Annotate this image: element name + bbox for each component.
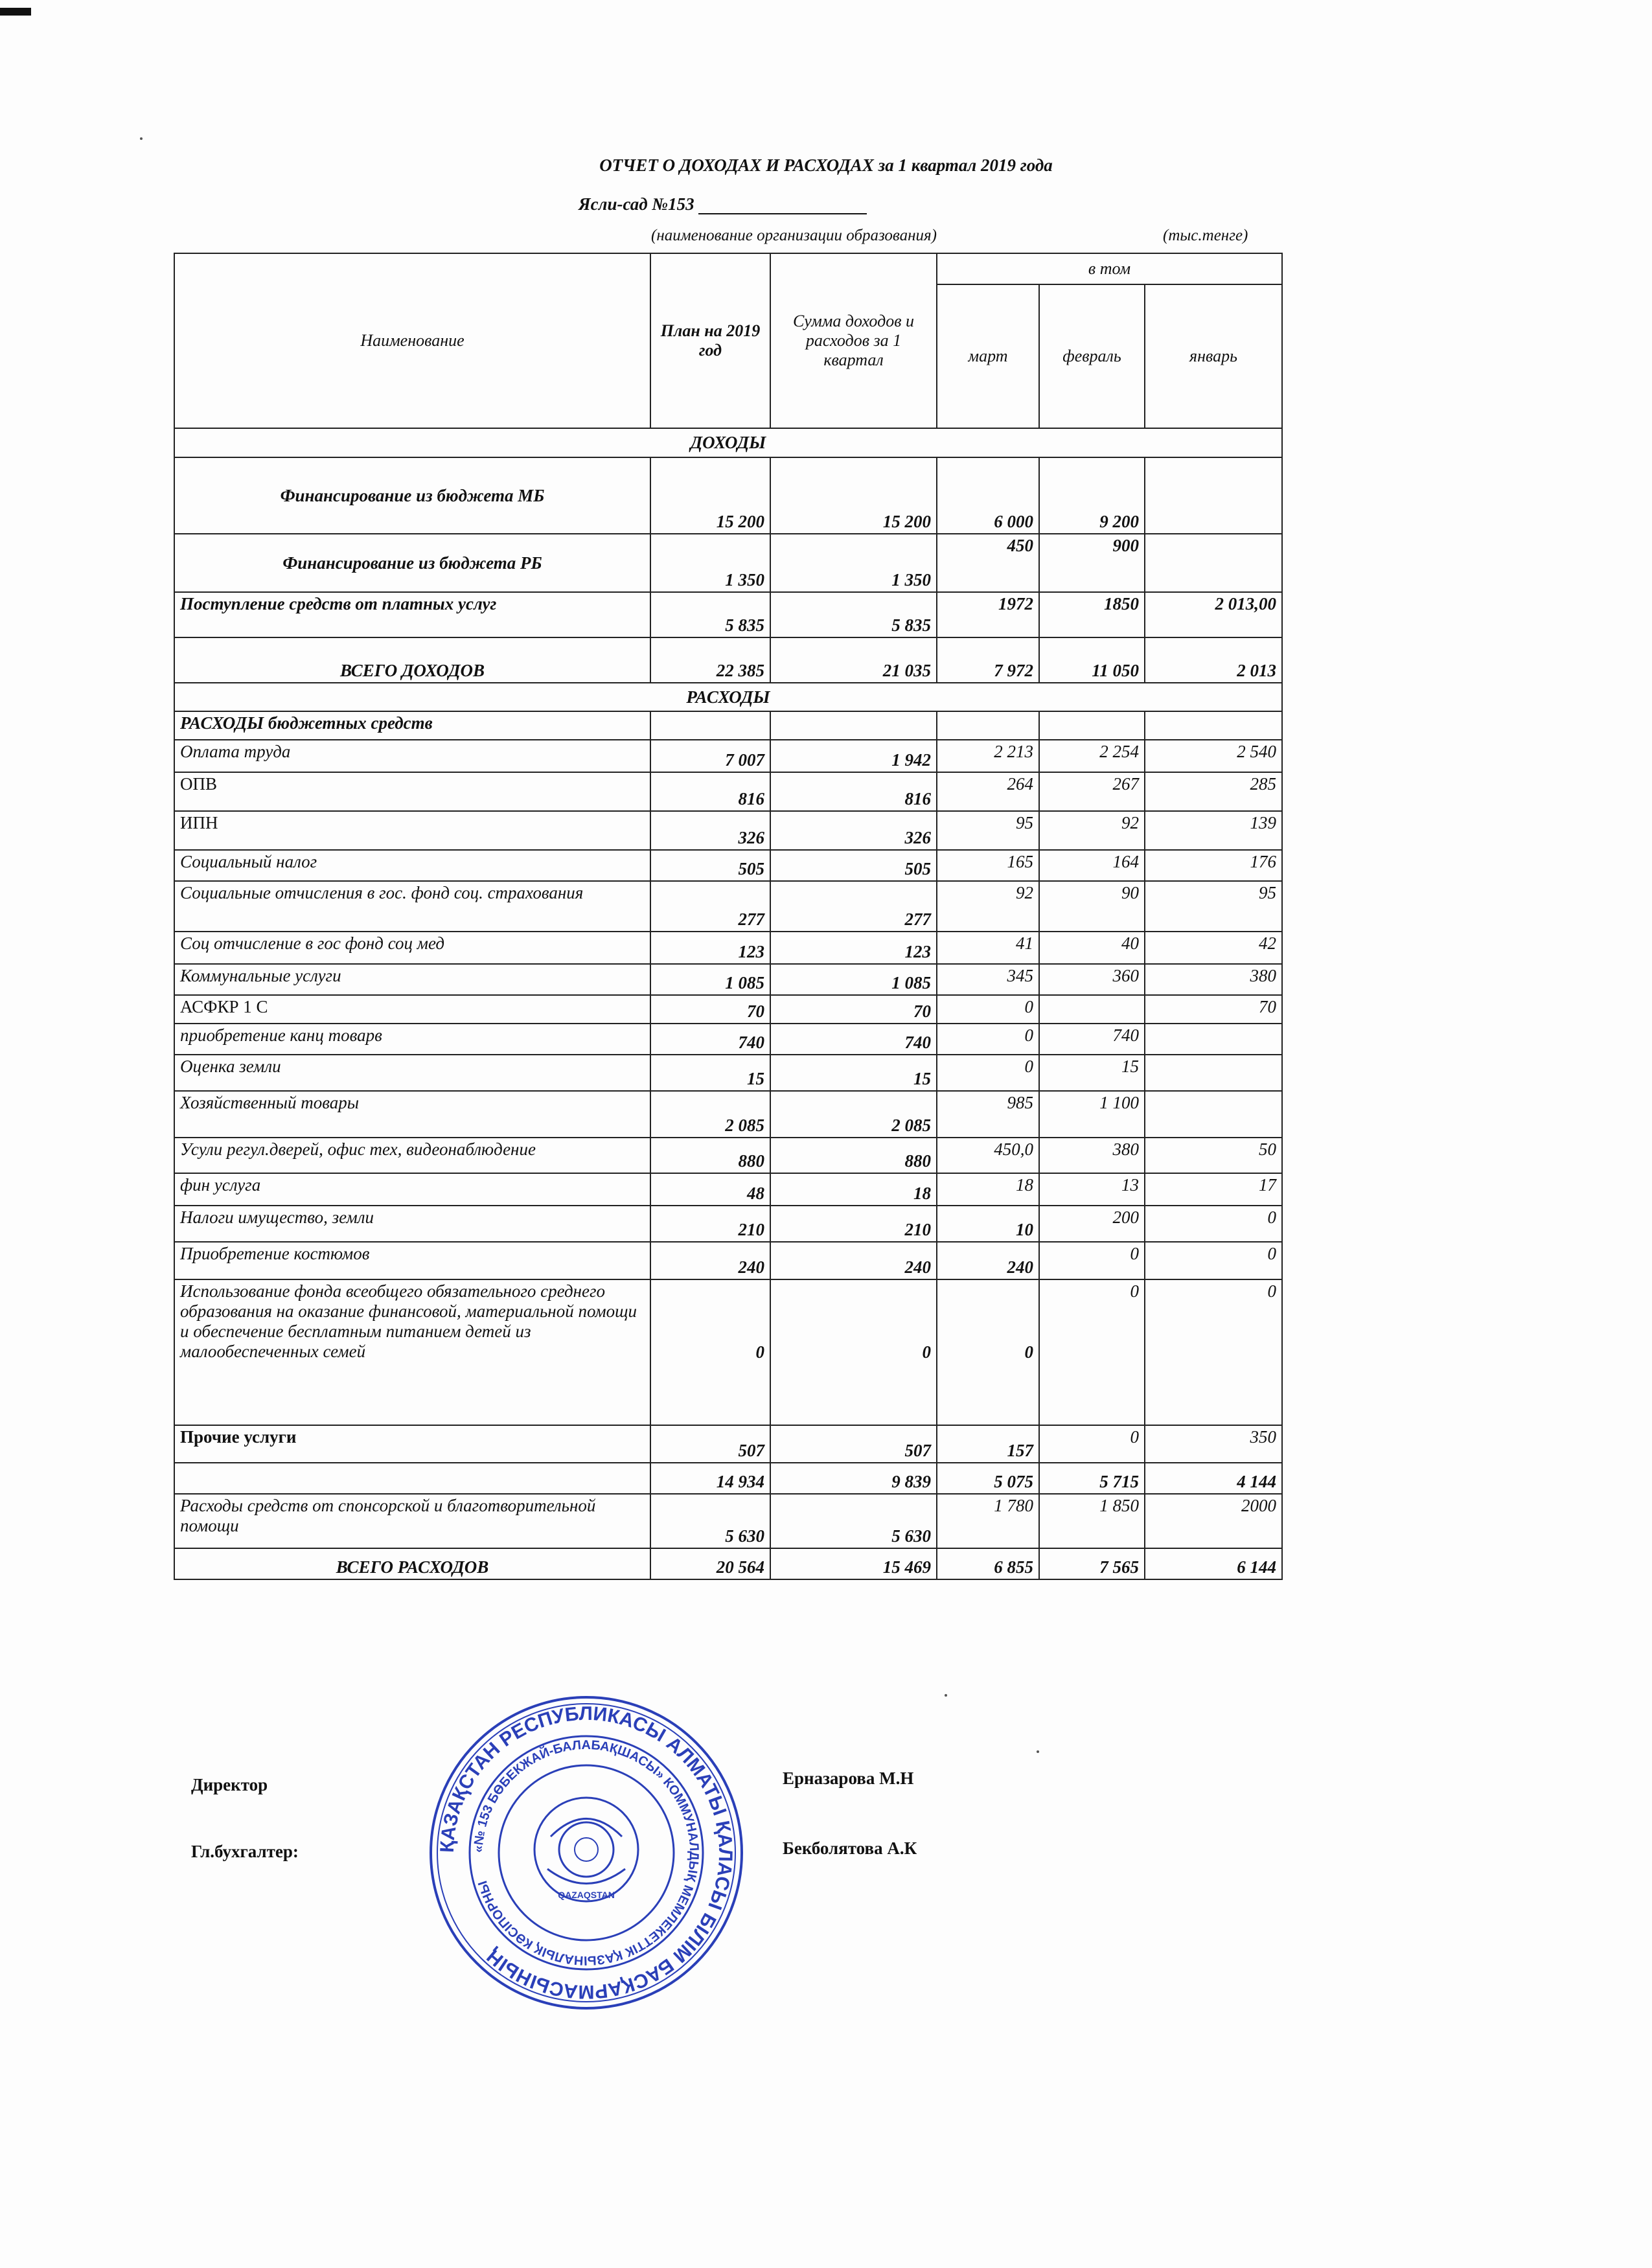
sponsor-row-month-2: 1 850 — [1039, 1494, 1145, 1548]
expense-row-sum: 210 — [770, 1206, 937, 1242]
expense-row-plan: 740 — [650, 1024, 770, 1055]
expense-row-sum: 123 — [770, 932, 937, 964]
expense-row-month-3: 2 540 — [1145, 740, 1282, 772]
expense-row-month-2: 15 — [1039, 1055, 1145, 1091]
expense-row-label: Соц отчисление в гос фонд соц мед — [174, 932, 650, 964]
expense-row-month-3: 176 — [1145, 850, 1282, 881]
header-month-2: февраль — [1039, 284, 1145, 428]
expense-row-label: Оценка земли — [174, 1055, 650, 1091]
expense-row-month-2: 90 — [1039, 881, 1145, 932]
expense-total-row — [174, 1548, 1282, 1579]
stamp-inner-text: «№ 153 БӨБЕКЖАЙ-БАЛАБАҚШАСЫ» КОММУНАЛДЫҚ МЕМЛЕКЕТТІК ҚАЗЫНАЛЫҚ КӘСІПОРНЫ — [471, 1737, 702, 1968]
budget-subtotal-month-2: 5 715 — [1039, 1463, 1145, 1494]
expense-row — [174, 811, 1282, 850]
expense-row-month-1: 157 — [937, 1425, 1039, 1463]
official-stamp — [424, 1688, 748, 2018]
expense-row-month-2: 360 — [1039, 964, 1145, 995]
expense-row-month-2: 740 — [1039, 1024, 1145, 1055]
expense-row-plan: 240 — [650, 1242, 770, 1279]
expense-row-month-3: 0 — [1145, 1279, 1282, 1425]
expense-row-month-1: 2 213 — [937, 740, 1039, 772]
expense-row — [174, 1091, 1282, 1138]
expense-row-label: фин услуга — [174, 1173, 650, 1206]
expense-row-month-3: 350 — [1145, 1425, 1282, 1463]
expense-row-month-3: 380 — [1145, 964, 1282, 995]
expense-row-month-3: 95 — [1145, 881, 1282, 932]
expense-row — [174, 740, 1282, 772]
budget-subtotal-month-1: 5 075 — [937, 1463, 1039, 1494]
expense-row — [174, 964, 1282, 995]
expense-row-month-2: 1 100 — [1039, 1091, 1145, 1138]
director-name: Ерназарова М.Н — [783, 1769, 914, 1788]
expense-row-month-3: 50 — [1145, 1138, 1282, 1173]
income-total-sum: 21 035 — [770, 637, 937, 683]
income-row-sum: 15 200 — [770, 457, 937, 534]
scan-speck — [140, 137, 143, 140]
expense-total-month-2: 7 565 — [1039, 1548, 1145, 1579]
expense-row-month-2 — [1039, 995, 1145, 1024]
units-label: (тыс.тенге) — [1163, 227, 1248, 244]
budget-subtotal-sum: 9 839 — [770, 1463, 937, 1494]
income-row-month-2: 1850 — [1039, 592, 1145, 637]
income-row-plan: 15 200 — [650, 457, 770, 534]
sponsor-row-month-3: 2000 — [1145, 1494, 1282, 1548]
expense-row-label: Социальный налог — [174, 850, 650, 881]
scan-speck — [945, 1694, 947, 1697]
expense-row-sum: 0 — [770, 1279, 937, 1425]
expense-row-month-3: 139 — [1145, 811, 1282, 850]
expense-row-month-2: 380 — [1039, 1138, 1145, 1173]
expense-row-month-1: 95 — [937, 811, 1039, 850]
income-total-plan: 22 385 — [650, 637, 770, 683]
organization-caption: (наименование организации образования) — [651, 227, 937, 244]
expense-row-plan: 326 — [650, 811, 770, 850]
expense-row — [174, 881, 1282, 932]
income-total-row — [174, 637, 1282, 683]
expense-row-sum: 15 — [770, 1055, 937, 1091]
expense-row-sum: 507 — [770, 1425, 937, 1463]
expense-row-label: приобретение канц товарв — [174, 1024, 650, 1055]
expense-row-sum: 70 — [770, 995, 937, 1024]
expense-row-plan: 2 085 — [650, 1091, 770, 1138]
budget-subtotal-label — [174, 1463, 650, 1494]
expense-row — [174, 1206, 1282, 1242]
expense-row-plan: 1 085 — [650, 964, 770, 995]
expense-row-month-3: 70 — [1145, 995, 1282, 1024]
expense-row-month-2: 0 — [1039, 1425, 1145, 1463]
expense-row-month-2: 2 254 — [1039, 740, 1145, 772]
header-row-top — [174, 253, 1282, 284]
expense-row-label: Социальные отчисления в гос. фонд соц. страхования — [174, 881, 650, 932]
expense-row-month-1: 985 — [937, 1091, 1039, 1138]
income-row-month-3 — [1145, 457, 1282, 534]
income-total-month-2: 11 050 — [1039, 637, 1145, 683]
expense-row-month-1: 165 — [937, 850, 1039, 881]
expense-row-month-2: 0 — [1039, 1242, 1145, 1279]
expense-row — [174, 1024, 1282, 1055]
expense-row-plan: 210 — [650, 1206, 770, 1242]
expense-row — [174, 772, 1282, 811]
expense-total-month-3: 6 144 — [1145, 1548, 1282, 1579]
expense-row-label: Коммунальные услуги — [174, 964, 650, 995]
expense-row-sum: 816 — [770, 772, 937, 811]
income-row-month-3: 2 013,00 — [1145, 592, 1282, 637]
expense-row-label: Оплата труда — [174, 740, 650, 772]
expense-row-label: ОПВ — [174, 772, 650, 811]
organization-blank-line — [698, 198, 867, 214]
budget-subtotal-month-3: 4 144 — [1145, 1463, 1282, 1494]
income-row-month-1: 6 000 — [937, 457, 1039, 534]
expense-row-sum: 505 — [770, 850, 937, 881]
expense-row-month-2: 0 — [1039, 1279, 1145, 1425]
expense-row-month-2: 92 — [1039, 811, 1145, 850]
expense-row-month-1: 92 — [937, 881, 1039, 932]
income-row-plan: 5 835 — [650, 592, 770, 637]
organization-line — [579, 194, 867, 214]
expense-row-month-3: 42 — [1145, 932, 1282, 964]
expense-row-month-3: 285 — [1145, 772, 1282, 811]
expense-row-label: Приобретение костюмов — [174, 1242, 650, 1279]
income-row-month-2: 9 200 — [1039, 457, 1145, 534]
expense-section-title: РАСХОДЫ — [174, 683, 1282, 711]
budget-subsection-title: РАСХОДЫ бюджетных средств — [174, 711, 650, 740]
income-row-label: Поступление средств от платных услуг — [174, 592, 650, 637]
header-group: в том — [937, 253, 1282, 284]
expense-row-label: АСФКР 1 С — [174, 995, 650, 1024]
expense-row-label: Прочие услуги — [174, 1425, 650, 1463]
header-month-3: январь — [1145, 284, 1282, 428]
expense-row — [174, 932, 1282, 964]
expense-row-plan: 70 — [650, 995, 770, 1024]
expense-row-plan: 816 — [650, 772, 770, 811]
expense-row-month-3 — [1145, 1091, 1282, 1138]
expense-row-sum: 240 — [770, 1242, 937, 1279]
expense-row-month-1: 345 — [937, 964, 1039, 995]
expense-row-sum: 2 085 — [770, 1091, 937, 1138]
report-table — [174, 253, 1283, 1580]
expense-row-month-1: 0 — [937, 1055, 1039, 1091]
report-title: ОТЧЕТ О ДОХОДАХ И РАСХОДАХ за 1 квартал 2019 года — [599, 155, 1053, 175]
income-row-label: Финансирование из бюджета РБ — [174, 534, 650, 592]
scan-speck — [1037, 1750, 1039, 1753]
expense-rows — [174, 740, 1282, 1463]
expense-row-label: ИПН — [174, 811, 650, 850]
expense-row-sum: 1 085 — [770, 964, 937, 995]
expense-row-label: Хозяйственный товары — [174, 1091, 650, 1138]
income-row — [174, 592, 1282, 637]
income-total-month-1: 7 972 — [937, 637, 1039, 683]
income-row-month-1: 450 — [937, 534, 1039, 592]
expense-row-sum: 326 — [770, 811, 937, 850]
header-sum: Сумма доходов и расходов за 1 квартал — [770, 253, 937, 428]
income-row — [174, 534, 1282, 592]
expense-row — [174, 1173, 1282, 1206]
income-total-label: ВСЕГО ДОХОДОВ — [174, 637, 650, 683]
accountant-label: Гл.бухгалтер: — [191, 1842, 299, 1861]
income-row — [174, 457, 1282, 534]
header-name: Наименование — [174, 253, 650, 428]
budget-subsection-row — [174, 711, 1282, 740]
accountant-name: Бекболятова А.К — [783, 1838, 917, 1858]
expense-total-plan: 20 564 — [650, 1548, 770, 1579]
income-row-sum: 5 835 — [770, 592, 937, 637]
expense-row-plan: 15 — [650, 1055, 770, 1091]
sponsor-row-label: Расходы средств от спонсорской и благотворительной помощи — [174, 1494, 650, 1548]
expense-row — [174, 995, 1282, 1024]
expense-row-label: Использование фонда всеобщего обязательного среднего образования на оказание финансовой, материальной помощи и обеспечение бесплатным питанием детей из малообеспеченных семей — [174, 1279, 650, 1425]
expense-row-month-3 — [1145, 1055, 1282, 1091]
expense-row-plan: 48 — [650, 1173, 770, 1206]
expense-row-sum: 740 — [770, 1024, 937, 1055]
income-row-plan: 1 350 — [650, 534, 770, 592]
expense-row-month-2: 40 — [1039, 932, 1145, 964]
expense-row-month-3: 0 — [1145, 1206, 1282, 1242]
expense-row-month-1: 41 — [937, 932, 1039, 964]
expense-row-month-1: 10 — [937, 1206, 1039, 1242]
expense-row-month-2: 200 — [1039, 1206, 1145, 1242]
expense-row-plan: 123 — [650, 932, 770, 964]
sponsor-row-sum: 5 630 — [770, 1494, 937, 1548]
expense-row-month-1: 0 — [937, 1024, 1039, 1055]
expense-row-sum: 880 — [770, 1138, 937, 1173]
expense-row-month-3: 17 — [1145, 1173, 1282, 1206]
expense-row-sum: 18 — [770, 1173, 937, 1206]
income-row-month-3 — [1145, 534, 1282, 592]
expense-row-label: Налоги имущество, земли — [174, 1206, 650, 1242]
expense-row-sum: 277 — [770, 881, 937, 932]
expense-row — [174, 1138, 1282, 1173]
expense-row-month-3: 0 — [1145, 1242, 1282, 1279]
expense-row-label: Усули регул.дверей, офис тех, видеонаблюдение — [174, 1138, 650, 1173]
expense-row-plan: 507 — [650, 1425, 770, 1463]
expense-section-row — [174, 683, 1282, 711]
budget-subtotal-plan: 14 934 — [650, 1463, 770, 1494]
expense-row — [174, 1425, 1282, 1463]
expense-row-plan: 0 — [650, 1279, 770, 1425]
expense-total-label: ВСЕГО РАСХОДОВ — [174, 1548, 650, 1579]
income-total-month-3: 2 013 — [1145, 637, 1282, 683]
expense-row-month-1: 450,0 — [937, 1138, 1039, 1173]
expense-row-plan: 880 — [650, 1138, 770, 1173]
expense-row — [174, 1279, 1282, 1425]
budget-subtotal-row — [174, 1463, 1282, 1494]
expense-row — [174, 850, 1282, 881]
stamp-emblem-word: QAZAQSTAN — [558, 1890, 615, 1900]
expense-row-month-1: 264 — [937, 772, 1039, 811]
expense-total-month-1: 6 855 — [937, 1548, 1039, 1579]
expense-row — [174, 1242, 1282, 1279]
income-section-title: ДОХОДЫ — [174, 428, 1282, 457]
expense-row — [174, 1055, 1282, 1091]
expense-row-month-1: 0 — [937, 1279, 1039, 1425]
expense-row-month-1: 240 — [937, 1242, 1039, 1279]
header-month-1: март — [937, 284, 1039, 428]
income-row-sum: 1 350 — [770, 534, 937, 592]
income-row-month-2: 900 — [1039, 534, 1145, 592]
organization-name: Ясли-сад №153 — [579, 194, 694, 214]
expense-row-month-3 — [1145, 1024, 1282, 1055]
income-section-row — [174, 428, 1282, 457]
header-plan: План на 2019 год — [650, 253, 770, 428]
income-row-month-1: 1972 — [937, 592, 1039, 637]
expense-row-month-1: 18 — [937, 1173, 1039, 1206]
expense-row-plan: 7 007 — [650, 740, 770, 772]
expense-row-sum: 1 942 — [770, 740, 937, 772]
expense-row-month-1: 0 — [937, 995, 1039, 1024]
scan-edge-mark — [0, 8, 31, 16]
sponsor-row — [174, 1494, 1282, 1548]
sponsor-row-plan: 5 630 — [650, 1494, 770, 1548]
stamp-outer-text: ҚАЗАҚСТАН РЕСПУБЛИКАСЫ АЛМАТЫ ҚАЛАСЫ БІЛІМ БАСҚАРМАСЫНЫҢ — [436, 1702, 737, 2003]
expense-total-sum: 15 469 — [770, 1548, 937, 1579]
sponsor-row-month-1: 1 780 — [937, 1494, 1039, 1548]
expense-row-month-2: 13 — [1039, 1173, 1145, 1206]
income-row-label: Финансирование из бюджета МБ — [174, 457, 650, 534]
expense-row-plan: 505 — [650, 850, 770, 881]
expense-row-month-2: 267 — [1039, 772, 1145, 811]
director-label: Директор — [191, 1775, 268, 1794]
expense-row-plan: 277 — [650, 881, 770, 932]
income-rows — [174, 457, 1282, 637]
expense-row-month-2: 164 — [1039, 850, 1145, 881]
